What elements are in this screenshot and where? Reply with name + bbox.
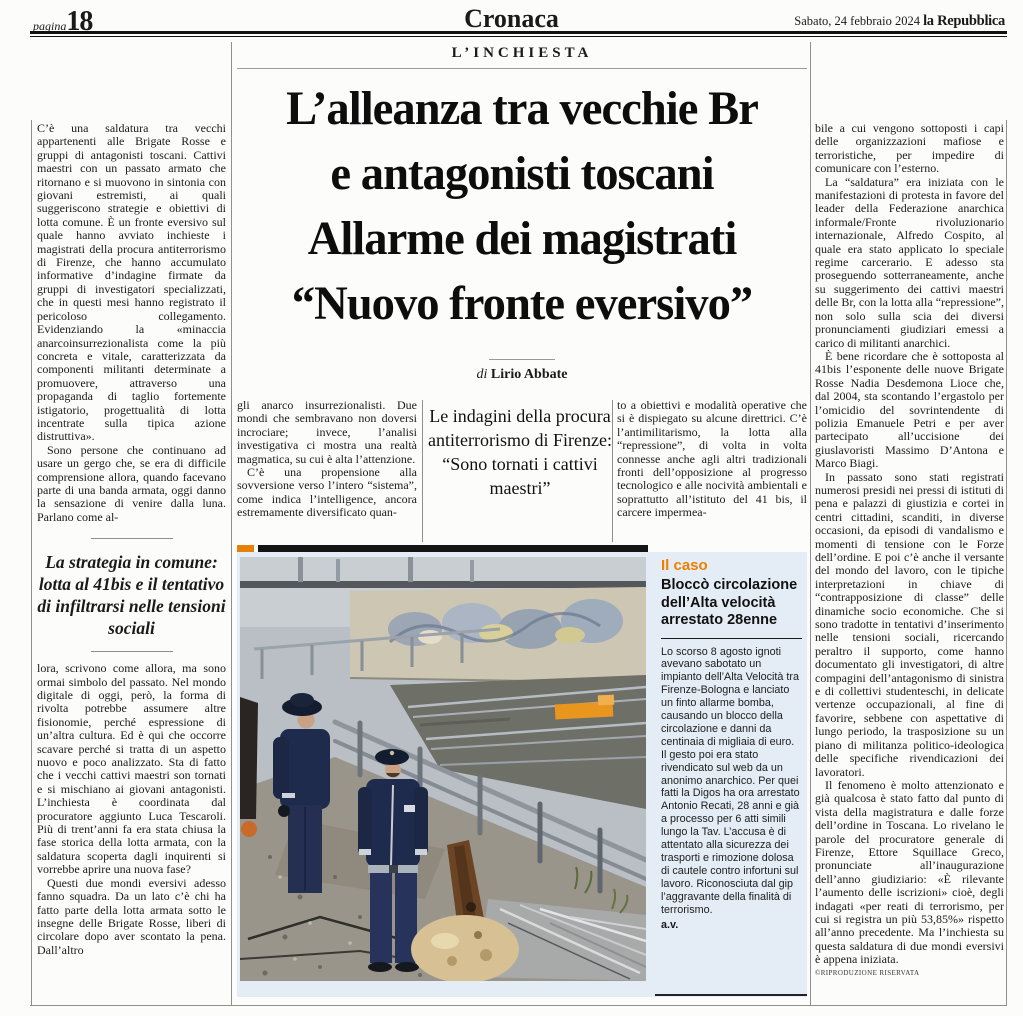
page-word: pagina (33, 19, 67, 33)
pull-quote-block (37, 538, 226, 652)
pull-quote-rule (91, 651, 173, 652)
paragraph: Sono persone che continuano ad usare un gergo che, se era di difficile comprensione allora, quando facevano parte di una banda armata, oggi danno la sensazione di venire dalla luna. Parlano come al- (37, 442, 226, 524)
paragraph: La “saldatura” era iniziata con le manifestazioni di protesta in favore del leader della Federazione anarchica informale/Fronte rivoluzionario internazionale, Alfredo Cospito, al quale era stato applicato lo speciale regime carcerario. E adesso sta proseguendo sotterraneamente, anche su suggerimento dei cattivi maestri delle Br, con la lotta alla “repressione”, non solo sulla scia dei diversi pronunciamenti giudiziari emessi a carico di militanti anarchici. (815, 174, 1004, 350)
accent-bar-black (258, 545, 648, 552)
paragraph: In passato sono stati registrati numerosi presidi nei pressi di istituti di pena e palazzi di giustizia e cortei in centri cittadini, scanditi, in diverse occasioni, da episodi di vandalismo e momenti di tensione con le Forze dell’ordine. E poi c’è anche il versante del mondo del lavoro, con le tipiche interpretazioni in chiave di “contrapposizione di classe” delle dinamiche socio economiche. Che si sono tradotte in tentativi d’inserimento nelle tensioni sociali, ricercando peraltro il supporto, come hanno documentato gli investigatori, di altre compagini dell’antagonismo di sinistra e di collettivi studenteschi, in delicate vertenze occupazionali, al fine di favorire, sebbene con aspettative di lungo periodo, la trasposizione su un piano di militanza politico-ideologica delle specifiche rivendicazioni dei lavoratori. (815, 469, 1004, 779)
column-divider (231, 42, 232, 1005)
headline-line: Allarme dei magistrati (307, 212, 737, 265)
bridge-girder (240, 581, 646, 588)
sidebar-title: Bloccò circolazione dell’Alta velocità arrestato 28enne (661, 577, 798, 628)
sidebar-rule (661, 638, 802, 639)
column-divider (422, 400, 423, 542)
masthead-rule (30, 31, 1007, 37)
paragraph: Questi due mondi eversivi adesso fanno squadra. Da un lato c’è chi ha fatto parte della lotta armata sotto le insegne delle Brigate Rosse, liberi di circolare dopo aver scontato la pena. Dall’altro (37, 875, 226, 957)
sidebar-signature: a.v. (661, 918, 679, 931)
accent-bar-orange (237, 545, 254, 552)
kicker-rule (237, 68, 807, 69)
article-kicker: L’INCHIESTA (451, 45, 593, 61)
byline (237, 367, 807, 383)
copyright-notice: ©RIPRODUZIONE RISERVATA (815, 968, 920, 977)
pull-quote: La strategia in comune: lotta al 41bis e il tentativo di infiltrarsi nelle tensioni sociali (37, 552, 226, 639)
article-column-third (617, 399, 807, 543)
article-column-mid (237, 399, 417, 543)
paragraph: C’è una propensione alla sovversione verso l’intero “sistema”, come indica l’intelligence, ancora estremamente diversificato quan- (237, 465, 417, 520)
dateline-group (794, 13, 1005, 30)
column-divider (31, 120, 32, 1005)
paragraph: lora, scrivono come allora, ma sono ormai simbolo del passato. Nel mondo digitale di oggi, però, la forma di rivolta potrebbe assumere altre fisionomie, perché espressione di un’altra cultura. Ed è qui che occorre scavare perché si tratta di un aspetto nuovo e poco analizzato. Sta di fatto che i vecchi cattivi maestri son tornati e si mischiano ai giovani antagonisti. L’inchiesta è coordinata dal procuratore aggiunto Luca Tescaroli. Più di trent’anni fa era stata chiusa la fase storica della lotta armata, con la saldatura scoperta dagli inquirenti si vorrebbe aprire una nuova fase? (37, 661, 226, 877)
paragraph: bile a cui vengono sottoposti i capi delle organizzazioni mafiose e terroristiche, per impedire di comunicare con l’esterno. (815, 122, 1004, 176)
section-title: Cronaca (464, 4, 559, 33)
paragraph: gli anarco insurrezionalisti. Due mondi che sembravano non doversi incrociare; invece, l’analisi investigativa ci mostra una realtà magmatica, su cui è alta l’attenzione. (237, 399, 417, 466)
column-divider (810, 42, 811, 1005)
headline-line: “Nuovo fronte eversivo” (291, 277, 753, 330)
byline-rule (489, 359, 555, 360)
headline-line: e antagonisti toscani (330, 147, 714, 200)
sidebar-bottom-rule (655, 994, 807, 996)
case-sidebar (661, 557, 802, 991)
dateline: Sabato, 24 febbraio 2024 (794, 14, 920, 28)
standfirst-quote: Le indagini della procura antiterrorismo di Firenze: “Sono tornati i cattivi maestri” (428, 406, 612, 498)
news-photo (240, 557, 646, 981)
paragraph: C’è una saldatura tra vecchi appartenenti alle Brigate Rosse e gruppi di antagonisti toscani. Cattivi maestri con un passato armato che ritornano e si muovono in sintonia con giovani estremisti, ai quali suggeriscono strategie e obiettivi di lotta comune. È un fronte eversivo sul quale hanno avviato inchieste i magistrati della procura antiterrorismo di Firenze, che hanno accumulato informative d’indagine firmate da gruppi di investigatori specializzati, che in questi mesi hanno registrato il pericoloso collegamento. Evidenziando la «minaccia anarcoinsurrezionalista come la più concreta e vitale, caratterizzata da componenti militanti determinate a promuovere, attraverso una propaganda di taglio fortemente istigatorio, progettualità di lotta incentrate sulla tipica azione distruttiva». (37, 122, 226, 444)
byline-author: Lirio Abbate (490, 367, 568, 382)
column-divider (1006, 120, 1007, 1005)
article-column-left (37, 122, 226, 1007)
byline-prefix: di (476, 367, 488, 382)
headline-line: L’alleanza tra vecchie Br (286, 82, 758, 135)
sidebar-body: Lo scorso 8 agosto ignoti avevano sabotato un impianto dell’Alta Velocità tra Firenze-Bologna e lanciato un finto allarme bomba, causando un blocco della circolazione e danni da centinaia di migliaia di euro. Il gesto poi era stato rivendicato sul web da un anonimo anarchico. Per quei fatti la Digos ha ora arrestato Antonio Recati, 28 anni e già a processo per 6 atti simili lungo la Tav. L’accusa è di attentato alla sicurezza dei trasporti e rimozione dolosa di cautele contro infortuni sul lavoro. Riconosciuta dal gip l’aggravante della finalità di terrorismo. (661, 645, 800, 916)
background-figure (240, 697, 258, 819)
paragraph: È bene ricordare che è sottoposta al 41bis l’esponente delle nuove Brigate Rosse Nadia Desdemona Lioce che, dal 2004, sta scontando l’ergastolo per l’omicidio del sovrintendente di polizia Emanuele Petri e per aver partecipato all’uccisione dei giuslavoristi Massimo D’Antona e Marco Biagi. (815, 348, 1004, 471)
brand-logo: la Repubblica (923, 13, 1005, 29)
paragraph: Il fenomeno è molto attenzionato e già qualcosa è stato fatto dal punto di vista della magistratura e dalle forze dell’ordine in Toscana. Lo rivelano le parole del procuratore generale di Firenze, Ettore Squillace Greco, pronunciate all’inaugurazione dell’anno giudiziario: «È rilevante l’aumento delle iscrizioni» cioè, degli indagati «per reati di terrorismo, per cui si registra un più 53,85%» rispetto all’anno precedente. Ma l’inchiesta su questa saldatura di due mondi eversivi è appena iniziata. (815, 777, 1004, 967)
sidebar-kicker: Il caso (661, 557, 708, 574)
article-headline (237, 76, 807, 336)
page-number: 18 (66, 6, 93, 37)
graffiti-wall (350, 587, 646, 683)
paragraph: to a obiettivi e modalità operative che si è dispiegato su alcune direttrici. C’è l’antimilitarismo, la lotta alla “repressione”, di volta in volta connesse anche agli altri tradizionali fronti dell’opposizione al progresso tecnologico e alle nocività ambientali e soprattutto all’istituto del 41 bis, il carcere impermea- (617, 399, 807, 520)
article-column-right (815, 122, 1004, 1007)
pull-quote-rule (91, 538, 173, 539)
